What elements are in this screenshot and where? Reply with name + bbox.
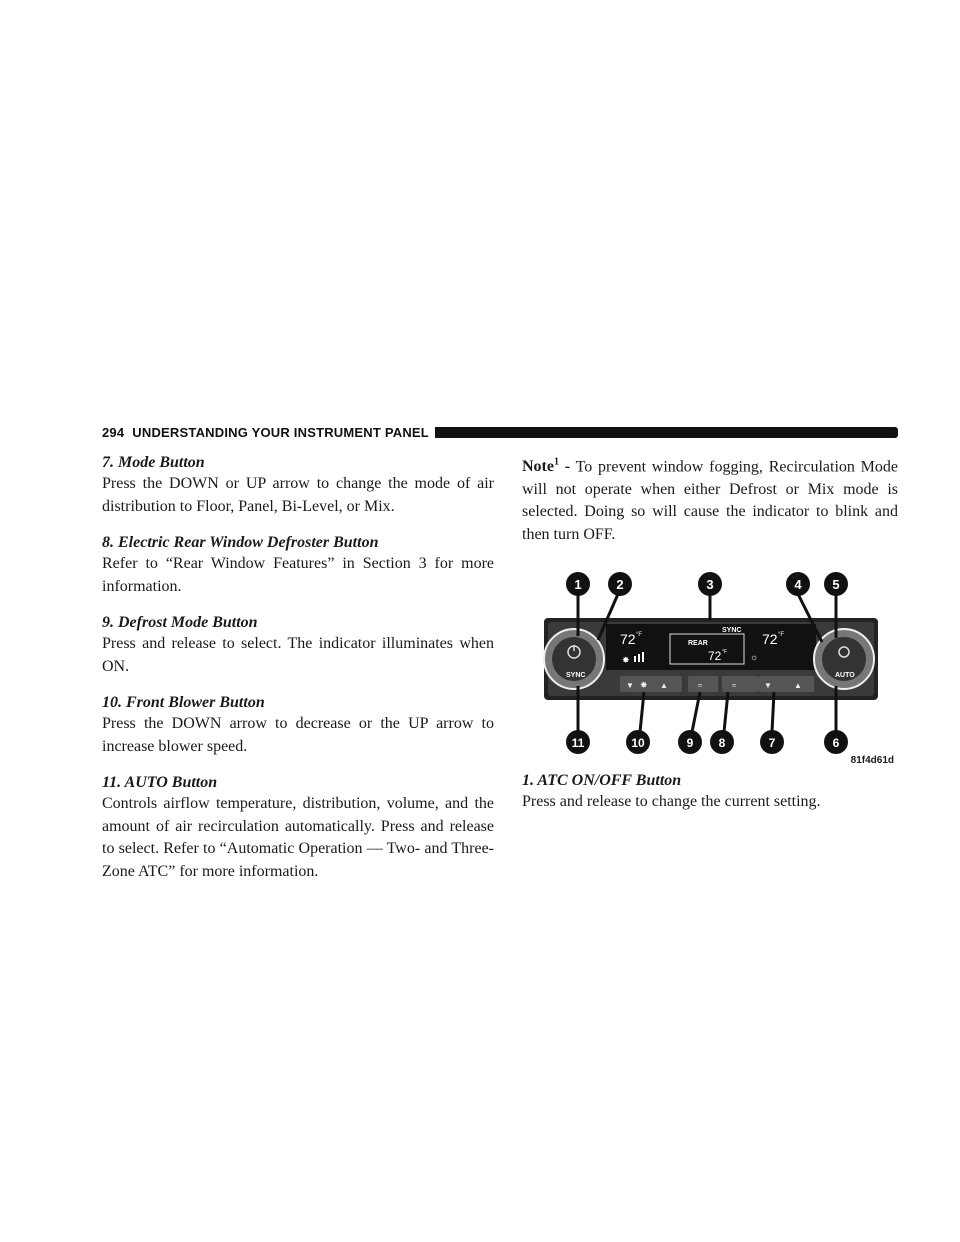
knob-label-auto: AUTO [835, 672, 855, 680]
svg-text:1: 1 [574, 577, 582, 593]
display-unit-left: °F [636, 632, 643, 639]
note-superscript: 1 [553, 457, 559, 468]
display-fan-icon: ✸ [622, 655, 630, 666]
display-temp-left: 72 [620, 631, 636, 648]
item-body: Refer to “Rear Window Features” in Section 3 for more information. [102, 555, 494, 595]
display-label-sync: SYNC [722, 627, 742, 635]
svg-text:2: 2 [616, 577, 624, 593]
page-header [102, 422, 898, 442]
callout-3 [698, 572, 722, 620]
item-atc-onoff [522, 770, 898, 814]
svg-text:▲: ▲ [660, 681, 668, 691]
svg-text:11: 11 [571, 736, 585, 751]
item-title: 7. Mode Button [102, 454, 205, 471]
svg-text:5: 5 [832, 577, 840, 593]
defrost-button [688, 676, 718, 692]
header-rule [435, 427, 898, 438]
callout-9 [678, 692, 702, 754]
fan-icon: ✸ [640, 680, 648, 691]
svg-text:▼: ▼ [626, 681, 634, 691]
display-unit-center: °F [722, 649, 728, 656]
svg-text:6: 6 [832, 736, 840, 751]
display-temp-center: 72 [708, 649, 722, 664]
control-panel-illustration [522, 556, 898, 756]
item-title: 1. ATC ON/OFF Button [522, 772, 682, 790]
callout-10 [626, 692, 650, 754]
callout-8 [710, 692, 734, 754]
item-title: 9. Defrost Mode Button [102, 614, 258, 631]
item-title: 8. Electric Rear Window Defroster Button [102, 534, 379, 551]
svg-text:3: 3 [706, 577, 714, 593]
svg-text:7: 7 [768, 736, 776, 751]
item-front-blower [102, 692, 494, 758]
rear-defrost-button [722, 676, 758, 692]
svg-text:9: 9 [686, 736, 694, 751]
svg-text:8: 8 [718, 736, 726, 751]
right-column [522, 452, 898, 828]
item-auto-button [102, 772, 494, 883]
figure-caption: 81f4d61d [850, 755, 894, 767]
defrost-icon: ≈ [698, 681, 703, 691]
svg-text:▼: ▼ [764, 681, 772, 691]
panel-display [606, 624, 816, 670]
knob-label-sync: SYNC [566, 672, 586, 680]
callout-7 [760, 692, 784, 754]
item-title: 10. Front Blower Button [102, 694, 265, 711]
svg-text:4: 4 [794, 577, 802, 593]
atc-control-panel-figure [522, 556, 898, 766]
item-mode-button [102, 452, 494, 518]
display-label-rear: REAR [688, 640, 708, 648]
item-body: Press and release to select. The indicator illuminates when ON. [102, 635, 494, 675]
item-body: Press and release to change the current setting. [522, 793, 821, 811]
item-rear-defroster [102, 532, 494, 598]
section-title: UNDERSTANDING YOUR INSTRUMENT PANEL [132, 424, 429, 440]
note-label: Note$^1$ - [522, 457, 571, 476]
item-body: Controls airflow temperature, distribution, volume, and the amount of air recirculation automatically. Press and release to select. Refer to “Automatic Operation — Two- and Three-Zone ATC” for more information. [102, 795, 494, 880]
item-defrost-mode [102, 612, 494, 678]
page-number: 294 [102, 424, 125, 440]
svg-text:10: 10 [631, 736, 645, 751]
item-body: Press the DOWN or UP arrow to change the mode of air distribution to Floor, Panel, Bi-Level, or Mix. [102, 475, 494, 515]
display-unit-right: °F [778, 632, 785, 639]
note-text: To prevent window fogging, Recirculation Mode will not operate when either Defrost or Mix mode is selected. Doing so will cause the indicator to blink and then turn OFF. [522, 458, 899, 543]
display-sun-icon: ☼ [750, 652, 759, 663]
rear-defrost-icon: ≈ [732, 681, 737, 691]
item-body: Press the DOWN arrow to decrease or the UP arrow to increase blower speed. [102, 715, 494, 755]
note-paragraph [522, 452, 898, 546]
svg-text:▲: ▲ [794, 681, 802, 691]
item-title: 11. AUTO Button [102, 774, 218, 791]
left-column [102, 452, 494, 897]
display-temp-right: 72 [762, 631, 778, 648]
